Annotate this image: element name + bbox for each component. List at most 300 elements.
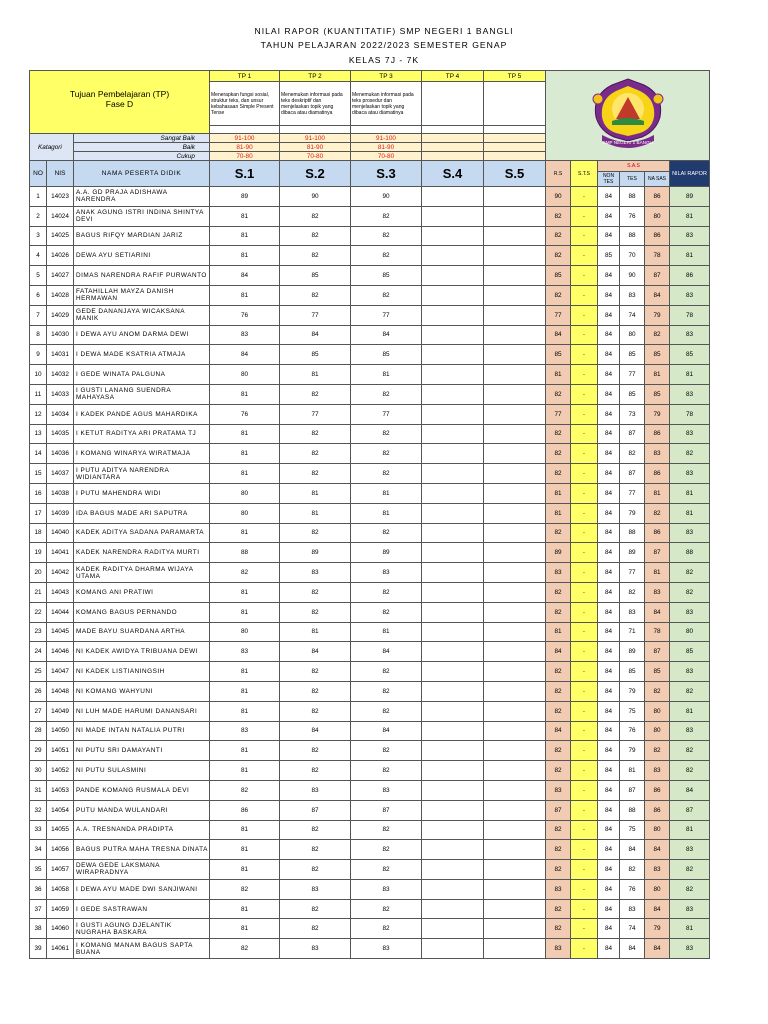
cell-rs: 82 [546, 820, 571, 840]
table-row [30, 622, 710, 642]
cell-s3: 81 [351, 503, 422, 523]
cell-s3: 85 [351, 266, 422, 286]
cell-nis: 14043 [47, 582, 74, 602]
cell-tes: 77 [620, 365, 645, 385]
cell-no: 17 [30, 503, 47, 523]
cell-s3: 81 [351, 622, 422, 642]
cell-s2: 83 [280, 939, 351, 959]
cell-sts: - [571, 780, 598, 800]
table-body [30, 71, 710, 959]
cell-rs: 82 [546, 741, 571, 761]
cell-nis: 14057 [47, 860, 74, 880]
cell-nilai-rapor: 82 [670, 761, 710, 781]
cell-tes: 82 [620, 582, 645, 602]
cell-nis: 14046 [47, 642, 74, 662]
cell-rs: 84 [546, 325, 571, 345]
table-row [30, 266, 710, 286]
cell-nama: PANDE KOMANG RUSMALA DEVI [74, 780, 210, 800]
cell-s2: 83 [280, 879, 351, 899]
cell-s4 [422, 384, 484, 404]
cell-non-tes: 84 [598, 187, 620, 207]
cell-no: 38 [30, 919, 47, 939]
cell-s1: 81 [210, 464, 280, 484]
col-sas-sub: NON TES [598, 172, 620, 187]
table-row [30, 384, 710, 404]
cell-s3: 82 [351, 761, 422, 781]
cell-no: 37 [30, 899, 47, 919]
cell-no: 15 [30, 464, 47, 484]
cell-s4 [422, 563, 484, 583]
cell-s3: 77 [351, 305, 422, 325]
cell-s5 [484, 761, 546, 781]
kategori-range-empty [422, 134, 484, 143]
cell-s1: 81 [210, 919, 280, 939]
cell-nama: IDA BAGUS MADE ARI SAPUTRA [74, 503, 210, 523]
cell-s4 [422, 444, 484, 464]
cell-nis: 14060 [47, 919, 74, 939]
cell-s2: 81 [280, 622, 351, 642]
kategori-range: 70-80 [280, 152, 351, 161]
cell-nama: I KOMANG WINARYA WIRATMAJA [74, 444, 210, 464]
cell-s5 [484, 879, 546, 899]
cell-nama: I PUTU ADITYA NARENDRA WIDIANTARA [74, 464, 210, 484]
cell-na-sas: 86 [645, 523, 670, 543]
cell-s3: 82 [351, 464, 422, 484]
cell-nama: FATAHILLAH MAYZA DANISH HERMAWAN [74, 285, 210, 305]
cell-s4 [422, 899, 484, 919]
cell-s3: 82 [351, 681, 422, 701]
cell-na-sas: 85 [645, 662, 670, 682]
cell-sts: - [571, 860, 598, 880]
cell-s4 [422, 226, 484, 246]
kategori-range: 91-100 [210, 134, 280, 143]
cell-nis: 14055 [47, 820, 74, 840]
col-s2: S.2 [280, 161, 351, 187]
tp-desc-5 [484, 82, 546, 126]
cell-s4 [422, 305, 484, 325]
cell-na-sas: 78 [645, 246, 670, 266]
cell-s3: 82 [351, 820, 422, 840]
cell-tes: 75 [620, 701, 645, 721]
cell-s1: 81 [210, 741, 280, 761]
cell-s1: 81 [210, 820, 280, 840]
cell-sts: - [571, 503, 598, 523]
cell-non-tes: 84 [598, 681, 620, 701]
cell-sts: - [571, 662, 598, 682]
table-row [30, 563, 710, 583]
col-s1: S.1 [210, 161, 280, 187]
cell-nis: 14053 [47, 780, 74, 800]
cell-sts: - [571, 325, 598, 345]
cell-nama: BAGUS PUTRA MAHA TRESNA DINATA [74, 840, 210, 860]
cell-sts: - [571, 345, 598, 365]
tp-desc-1: Menerapkan fungsi sosial, struktur teks, dan unsur kebahasaan Simple Present Tense [210, 82, 280, 126]
cell-sts: - [571, 543, 598, 563]
cell-s2: 82 [280, 602, 351, 622]
cell-s3: 82 [351, 424, 422, 444]
cell-nilai-rapor: 83 [670, 662, 710, 682]
cell-nama: DIMAS NARENDRA RAFIF PURWANTO [74, 266, 210, 286]
cell-no: 35 [30, 860, 47, 880]
cell-s5 [484, 800, 546, 820]
cell-no: 22 [30, 602, 47, 622]
cell-nama: I GEDE SASTRAWAN [74, 899, 210, 919]
cell-s5 [484, 899, 546, 919]
table-row [30, 879, 710, 899]
cell-s1: 81 [210, 424, 280, 444]
cell-s5 [484, 741, 546, 761]
cell-nilai-rapor: 78 [670, 404, 710, 424]
cell-s2: 82 [280, 681, 351, 701]
kategori-range: 70-80 [210, 152, 280, 161]
cell-nilai-rapor: 81 [670, 365, 710, 385]
cell-s5 [484, 384, 546, 404]
cell-s5 [484, 582, 546, 602]
cell-s4 [422, 523, 484, 543]
cell-nilai-rapor: 83 [670, 285, 710, 305]
cell-s5 [484, 226, 546, 246]
cell-s4 [422, 701, 484, 721]
table-row [30, 840, 710, 860]
cell-nama: I GUSTI AGUNG DJELANTIK NUGRAHA BASKARA [74, 919, 210, 939]
cell-nama: NI PUTU SULASMINI [74, 761, 210, 781]
cell-na-sas: 82 [645, 741, 670, 761]
cell-sts: - [571, 899, 598, 919]
cell-s4 [422, 741, 484, 761]
cell-s4 [422, 919, 484, 939]
cell-rs: 81 [546, 622, 571, 642]
cell-s4 [422, 582, 484, 602]
cell-tes: 88 [620, 226, 645, 246]
cell-s3: 82 [351, 523, 422, 543]
cell-nama: I KETUT RADITYA ARI PRATAMA TJ [74, 424, 210, 444]
cell-rs: 84 [546, 721, 571, 741]
cell-nilai-rapor: 78 [670, 305, 710, 325]
cell-nama: I PUTU MAHENDRA WIDI [74, 483, 210, 503]
table-row [30, 503, 710, 523]
col-nilai-rapor: NILAI RAPOR [670, 161, 710, 187]
cell-no: 11 [30, 384, 47, 404]
cell-nama: BAGUS RIFQY MARDIAN JARIZ [74, 226, 210, 246]
cell-sts: - [571, 206, 598, 226]
cell-s5 [484, 187, 546, 207]
cell-nis: 14054 [47, 800, 74, 820]
cell-s2: 90 [280, 187, 351, 207]
cell-s1: 80 [210, 622, 280, 642]
cell-tes: 79 [620, 741, 645, 761]
cell-na-sas: 86 [645, 226, 670, 246]
cell-s4 [422, 365, 484, 385]
cell-non-tes: 84 [598, 305, 620, 325]
cell-s3: 81 [351, 483, 422, 503]
cell-rs: 82 [546, 761, 571, 781]
cell-nis: 14031 [47, 345, 74, 365]
cell-s5 [484, 246, 546, 266]
cell-nis: 14034 [47, 404, 74, 424]
cell-na-sas: 84 [645, 602, 670, 622]
kategori-range: 81-90 [351, 143, 422, 152]
cell-rs: 77 [546, 404, 571, 424]
table-row [30, 226, 710, 246]
cell-nama: NI PUTU SRI DAMAYANTI [74, 741, 210, 761]
kategori-row-label: Cukup [74, 152, 210, 161]
cell-nis: 14028 [47, 285, 74, 305]
cell-non-tes: 84 [598, 582, 620, 602]
title-line-1: NILAI RAPOR (KUANTITATIF) SMP NEGERI 1 BANGLI [254, 26, 514, 36]
cell-s4 [422, 325, 484, 345]
cell-s3: 83 [351, 879, 422, 899]
cell-rs: 82 [546, 384, 571, 404]
cell-rs: 82 [546, 424, 571, 444]
cell-no: 29 [30, 741, 47, 761]
kategori-range: 70-80 [351, 152, 422, 161]
cell-s2: 81 [280, 365, 351, 385]
kategori-range: 91-100 [280, 134, 351, 143]
cell-s5 [484, 642, 546, 662]
cell-s1: 81 [210, 860, 280, 880]
cell-s4 [422, 266, 484, 286]
cell-rs: 85 [546, 345, 571, 365]
cell-non-tes: 84 [598, 424, 620, 444]
cell-nilai-rapor: 83 [670, 602, 710, 622]
kategori-range-empty [484, 134, 546, 143]
cell-rs: 83 [546, 939, 571, 959]
cell-s3: 82 [351, 701, 422, 721]
title-line-3: KELAS 7J - 7K [348, 55, 420, 65]
cell-tes: 89 [620, 642, 645, 662]
cell-no: 20 [30, 563, 47, 583]
cell-non-tes: 84 [598, 523, 620, 543]
cell-na-sas: 81 [645, 483, 670, 503]
cell-nilai-rapor: 83 [670, 939, 710, 959]
cell-non-tes: 84 [598, 503, 620, 523]
cell-nama: KOMANG BAGUS PERNANDO [74, 602, 210, 622]
school-logo-icon [582, 75, 674, 155]
cell-tes: 77 [620, 483, 645, 503]
cell-na-sas: 85 [645, 384, 670, 404]
cell-nilai-rapor: 83 [670, 899, 710, 919]
col-sas-sub: TES [620, 172, 645, 187]
cell-rs: 89 [546, 543, 571, 563]
col-s4: S.4 [422, 161, 484, 187]
cell-s2: 77 [280, 305, 351, 325]
cell-s4 [422, 721, 484, 741]
cell-non-tes: 84 [598, 701, 620, 721]
cell-tes: 88 [620, 800, 645, 820]
cell-s3: 82 [351, 741, 422, 761]
cell-nilai-rapor: 82 [670, 582, 710, 602]
cell-non-tes: 84 [598, 860, 620, 880]
cell-nis: 14056 [47, 840, 74, 860]
cell-no: 14 [30, 444, 47, 464]
col-nis: NIS [47, 161, 74, 187]
cell-non-tes: 84 [598, 226, 620, 246]
cell-rs: 82 [546, 681, 571, 701]
cell-rs: 82 [546, 602, 571, 622]
cell-nilai-rapor: 83 [670, 325, 710, 345]
cell-na-sas: 84 [645, 939, 670, 959]
cell-s5 [484, 285, 546, 305]
cell-s1: 81 [210, 761, 280, 781]
cell-s2: 82 [280, 761, 351, 781]
cell-rs: 82 [546, 899, 571, 919]
cell-s1: 81 [210, 701, 280, 721]
cell-s1: 83 [210, 721, 280, 741]
cell-sts: - [571, 424, 598, 444]
cell-s4 [422, 187, 484, 207]
table-row [30, 899, 710, 919]
cell-s2: 82 [280, 206, 351, 226]
cell-na-sas: 80 [645, 820, 670, 840]
tp-header-1: TP 1 [210, 71, 280, 82]
cell-sts: - [571, 365, 598, 385]
cell-na-sas: 87 [645, 642, 670, 662]
cell-nama: NI KADEK AWIDYA TRIBUANA DEWI [74, 642, 210, 662]
cell-s3: 83 [351, 563, 422, 583]
cell-nis: 14042 [47, 563, 74, 583]
cell-s5 [484, 780, 546, 800]
cell-tes: 73 [620, 404, 645, 424]
cell-sts: - [571, 879, 598, 899]
cell-rs: 82 [546, 860, 571, 880]
cell-na-sas: 86 [645, 780, 670, 800]
cell-nilai-rapor: 82 [670, 563, 710, 583]
cell-tes: 85 [620, 662, 645, 682]
cell-nama: PUTU MANDA WULANDARI [74, 800, 210, 820]
cell-na-sas: 79 [645, 305, 670, 325]
cell-no: 5 [30, 266, 47, 286]
cell-sts: - [571, 404, 598, 424]
cell-s2: 82 [280, 285, 351, 305]
cell-s5 [484, 681, 546, 701]
table-row [30, 662, 710, 682]
cell-sts: - [571, 741, 598, 761]
cell-nilai-rapor: 83 [670, 424, 710, 444]
cell-s2: 82 [280, 860, 351, 880]
cell-sts: - [571, 187, 598, 207]
cell-s3: 82 [351, 384, 422, 404]
cell-na-sas: 83 [645, 444, 670, 464]
cell-sts: - [571, 305, 598, 325]
cell-na-sas: 86 [645, 800, 670, 820]
tp-header-2: TP 2 [280, 71, 351, 82]
cell-s4 [422, 642, 484, 662]
cell-s3: 82 [351, 840, 422, 860]
cell-nis: 14051 [47, 741, 74, 761]
cell-nama: ANAK AGUNG ISTRI INDINA SHINTYA DEVI [74, 206, 210, 226]
cell-s5 [484, 404, 546, 424]
cell-sts: - [571, 701, 598, 721]
table-row [30, 325, 710, 345]
cell-no: 33 [30, 820, 47, 840]
cell-nilai-rapor: 80 [670, 622, 710, 642]
cell-s3: 87 [351, 800, 422, 820]
cell-s4 [422, 879, 484, 899]
cell-s4 [422, 345, 484, 365]
cell-s3: 82 [351, 444, 422, 464]
school-logo-cell [546, 71, 710, 161]
table-row [30, 523, 710, 543]
cell-s5 [484, 325, 546, 345]
cell-s3: 84 [351, 325, 422, 345]
kategori-range: 91-100 [351, 134, 422, 143]
cell-s1: 76 [210, 404, 280, 424]
cell-nis: 14029 [47, 305, 74, 325]
cell-non-tes: 84 [598, 563, 620, 583]
cell-non-tes: 84 [598, 206, 620, 226]
cell-s2: 83 [280, 563, 351, 583]
cell-tes: 82 [620, 444, 645, 464]
cell-nis: 14023 [47, 187, 74, 207]
cell-s5 [484, 464, 546, 484]
col-no: NO [30, 161, 47, 187]
cell-non-tes: 84 [598, 899, 620, 919]
cell-sts: - [571, 642, 598, 662]
cell-s2: 82 [280, 246, 351, 266]
cell-s5 [484, 860, 546, 880]
cell-s1: 81 [210, 444, 280, 464]
cell-s3: 82 [351, 206, 422, 226]
cell-nama: MADE BAYU SUARDANA ARTHA [74, 622, 210, 642]
cell-nis: 14052 [47, 761, 74, 781]
cell-nama: I KADEK PANDE AGUS MAHARDIKA [74, 404, 210, 424]
cell-na-sas: 84 [645, 840, 670, 860]
cell-non-tes: 84 [598, 325, 620, 345]
table-row [30, 860, 710, 880]
cell-rs: 83 [546, 563, 571, 583]
cell-nama: NI KADEK LISTIANINGSIH [74, 662, 210, 682]
kategori-range: 81-90 [210, 143, 280, 152]
cell-tes: 83 [620, 899, 645, 919]
cell-s3: 82 [351, 602, 422, 622]
cell-s4 [422, 681, 484, 701]
cell-no: 26 [30, 681, 47, 701]
cell-s5 [484, 305, 546, 325]
cell-no: 30 [30, 761, 47, 781]
cell-s3: 82 [351, 246, 422, 266]
cell-no: 16 [30, 483, 47, 503]
cell-na-sas: 79 [645, 919, 670, 939]
cell-na-sas: 81 [645, 365, 670, 385]
cell-tes: 76 [620, 721, 645, 741]
cell-na-sas: 79 [645, 404, 670, 424]
cell-rs: 83 [546, 879, 571, 899]
cell-s5 [484, 563, 546, 583]
cell-na-sas: 84 [645, 285, 670, 305]
cell-nis: 14035 [47, 424, 74, 444]
cell-na-sas: 82 [645, 503, 670, 523]
cell-s2: 82 [280, 523, 351, 543]
col-sts: S.T.S [571, 161, 598, 187]
cell-s4 [422, 860, 484, 880]
cell-nis: 14039 [47, 503, 74, 523]
cell-s1: 81 [210, 582, 280, 602]
cell-nis: 14038 [47, 483, 74, 503]
cell-tes: 85 [620, 384, 645, 404]
cell-s1: 76 [210, 305, 280, 325]
cell-sts: - [571, 840, 598, 860]
cell-tes: 87 [620, 464, 645, 484]
cell-s1: 82 [210, 780, 280, 800]
cell-s2: 82 [280, 840, 351, 860]
kategori-range: 81-90 [280, 143, 351, 152]
cell-non-tes: 84 [598, 622, 620, 642]
tp-desc-2: Menemukan informasi pada teks deskriptif dan menjelaskan topik yang dibaca atau diamatinya [280, 82, 351, 126]
cell-s5 [484, 820, 546, 840]
cell-no: 8 [30, 325, 47, 345]
tp-desc-4 [422, 82, 484, 126]
cell-nis: 14047 [47, 662, 74, 682]
